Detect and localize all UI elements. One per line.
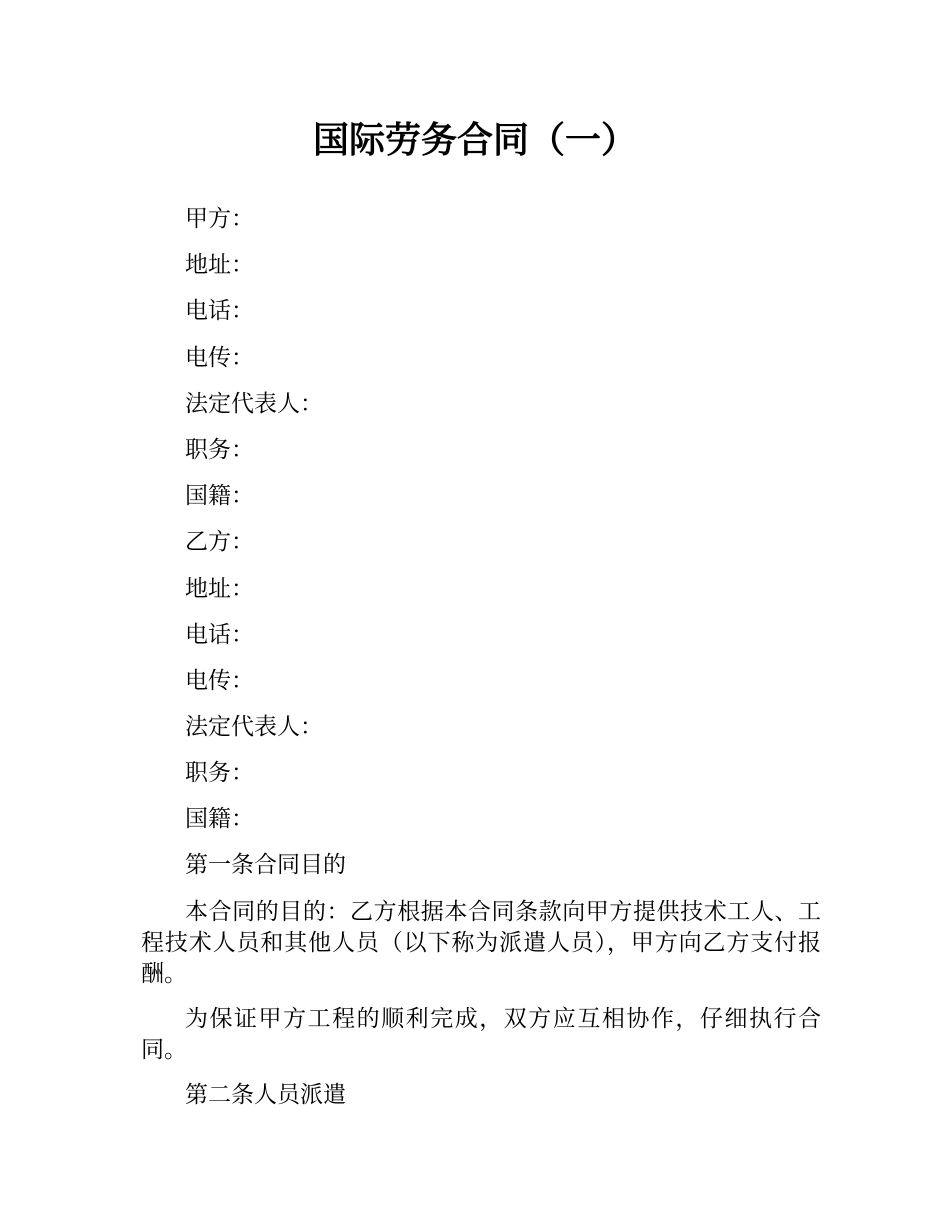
article-2-heading: 第二条人员派遣 <box>185 1082 346 1108</box>
party-a-position-field: 职务： <box>185 436 254 463</box>
party-b-position-field: 职务： <box>185 760 254 787</box>
article-1-paragraph-1: 本合同的目的：乙方根据本合同条款向甲方提供技术工人、工程技术人员和其他人员（以下称为派遣人员），甲方向乙方支付报酬。 <box>141 899 821 987</box>
party-b-address-field: 地址： <box>185 575 254 602</box>
document-title: 国际劳务合同（一） <box>312 120 637 161</box>
party-b-nationality-field: 国籍： <box>185 806 254 833</box>
article-1-heading: 第一条合同目的 <box>185 852 346 878</box>
party-a-telex-field: 电传： <box>185 344 254 371</box>
party-a-address-field: 地址： <box>185 252 254 279</box>
party-b-name-field: 乙方： <box>185 529 254 556</box>
party-b-phone-field: 电话： <box>185 621 254 648</box>
party-b-telex-field: 电传： <box>185 667 254 694</box>
party-a-nationality-field: 国籍： <box>185 483 254 510</box>
party-a-name-field: 甲方： <box>185 206 254 232</box>
party-b-legal-rep-field: 法定代表人： <box>185 714 323 741</box>
party-a-phone-field: 电话： <box>185 298 254 325</box>
article-1-paragraph-2: 为保证甲方工程的顺利完成，双方应互相协作，仔细执行合同。 <box>141 1006 821 1063</box>
party-a-legal-rep-field: 法定代表人： <box>185 390 323 417</box>
party-info-list <box>185 202 323 849</box>
